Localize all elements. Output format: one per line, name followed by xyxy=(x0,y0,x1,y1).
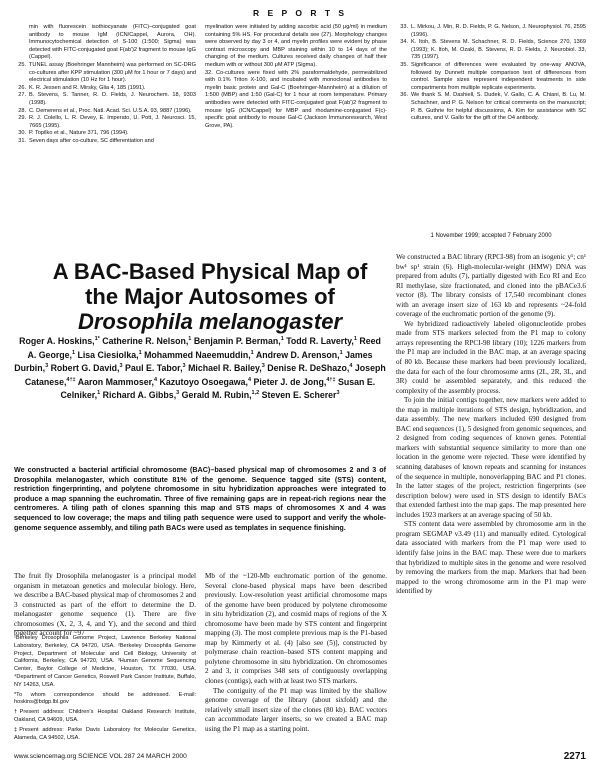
reference-text: R. J. Colello, L. R. Devey, E. Imperato, U. Pott, J. Neurosci. 15, 7665 (1995). xyxy=(29,115,196,129)
reference-text: We thank S. M. Dashiell, S. Dudek, V. Gallo, C. A. Chiani, B. Lu, M. Schachner, and P. G. Nelson for critical comments on the manuscript; P. B. Guthrie for helpful discussions, A. Kim for assistance with SC cultures, and V. Gallo for the gift of the O4 antibody. xyxy=(411,92,586,122)
body-column-2 xyxy=(205,572,387,734)
body-column-1 xyxy=(14,572,196,639)
reference-item xyxy=(14,92,196,107)
author-affiliation-marker: 3 xyxy=(119,363,123,370)
author-name: Richard A. Gibbs, xyxy=(102,389,177,400)
title-line-1: A BAC-Based Physical Map of xyxy=(52,259,368,284)
author-affiliation-marker: 1 xyxy=(97,390,101,397)
references-column-2 xyxy=(205,24,387,130)
article-title xyxy=(40,259,380,334)
present-address-note: †Present address: Children's Hospital Oakland Research Institute, Oakland, CA 94609, USA. xyxy=(14,709,196,723)
author-name: Todd R. Laverty, xyxy=(286,335,354,346)
reference-item xyxy=(14,115,196,130)
title-line-3: Drosophila melanogaster xyxy=(77,309,343,334)
author-name: Catherine R. Nelson, xyxy=(102,335,189,346)
reference-item xyxy=(14,108,196,116)
author-affiliation-marker: 3 xyxy=(261,363,265,370)
author-name: Lisa Ciesiolka, xyxy=(77,349,139,360)
author-name: Roger A. Hoskins, xyxy=(19,335,95,346)
author-list xyxy=(14,334,386,402)
author-affiliation-marker: 1 xyxy=(188,336,192,342)
reference-text: B. Stevens, S. Tanner, R. D. Fields, J. Neurochem. 18, 9303 (1998). xyxy=(29,92,196,106)
reference-number: 35. xyxy=(400,61,408,68)
body-paragraph: To join the initial contigs together, new markers were added to the map in multiple iterations of STS design, hybridization, and data assembly. The new markers included 690 designed from BAC end sequences (1), 5 designed from genomic sequences, and 2 designed from coding sequences of known genes. Potential markers with substantial sequence similarity to more than one location in the genome were rejected. These were identified by scanning databases of known repeats and scanning for instances of the sequence in multiple, nonoverlapping BAC and P1 clones. In the latter stages of the project, restriction fingerprints (see description below) were used in STS design to identify BACs that extended farthest into the map gaps. The map presented here includes 1923 markers at an average spacing of 50 kb. xyxy=(396,396,586,519)
author-affiliation-marker: 1 xyxy=(339,349,343,356)
reference-number: 25. xyxy=(18,61,26,68)
present-address-note: ‡Present address: Parke Davis Laboratory for Molecular Genetics, Alameda, CA 94502, USA. xyxy=(14,726,196,741)
reference-text: K. R. Jessen and R. Mirsky, Glia 4, 185 (1991). xyxy=(29,84,146,91)
journal-footer-info: www.sciencemag.org SCIENCE VOL 287 24 MARCH 2000 xyxy=(14,753,187,760)
author-name: Robert G. David, xyxy=(50,362,120,373)
author-name: Aaron Mammoser, xyxy=(77,376,154,387)
reference-item xyxy=(14,62,196,85)
author-name: Gerald M. Rubin, xyxy=(181,389,252,400)
author-name: Susan E. Celniker, xyxy=(60,376,376,400)
affiliation-text: ¹Berkeley Drosophila Genome Project, Lawrence Berkeley National Laboratory, Berkeley, CA 94720, USA. ²Berkeley Drosophila Genome Project, Department of Molecular and Cell Biology, University of California, Berkeley, CA 94720, USA. ³Human Genome Sequencing Center, Baylor College of Medicine, Houston, TX 77030, USA. ⁴Department of Cancer Genetics, Roswell Park Cancer Institute, Buffalo, NY 14263, USA. xyxy=(14,635,196,688)
reference-number: 36. xyxy=(400,92,408,99)
reference-number: 29. xyxy=(18,115,26,122)
abstract: We constructed a bacterial artificial chromosome (BAC)–based physical map of chromosomes 2 and 3 of Drosophila melanogaster, which constitute 81% of the genome. Sequence tagged site (STS) content, restriction fingerprinting, and polytene chromosome in situ hybridization approaches were integrated to produce a map spanning the euchromatin. Three of five remaining gaps are in repeat-rich regions near the centromeres. A tiling path of clones spanning this map and STS maps of chromosomes X and 4 was sequenced to low coverage; the maps and tiling path sequence were used to support and verify the whole-genome sequence assembly, and tiling path BACs were used as templates in sequence finishing. xyxy=(14,465,386,532)
reference-continuation: min with fluorescein isothiocyanate (FITC)–conjugated goat antibody to mouse IgM (ICN/Cappel, Aurora, OH). Immunocytochemical detection of S-100 (1:500; Sigma) was detected with FITC-conjugated goat F(ab′)2 fragment to mouse IgG (Cappel). xyxy=(29,24,196,61)
reference-item xyxy=(396,92,586,122)
references-column-3 xyxy=(396,24,586,123)
author-affiliation-marker: 1 xyxy=(250,349,254,356)
author-name: Benjamin P. Berman, xyxy=(193,335,281,346)
reference-item xyxy=(14,85,196,93)
author-affiliation-marker: 3 xyxy=(45,363,49,370)
body-paragraph: STS content data were assembled by chromosome arm in the program SEGMAP v3.49 (11) and manually edited. Cytological data associated with markers from the P1 map were used to identify false joins in the BAC map. These were due to markers that hybridized to multiple sites in the genome and were resolved by removing the markers from the map. Markers that had been mapped to the wrong chromosome arm in the P1 map were identified by xyxy=(396,520,586,596)
reference-text: K. Itoh, B. Stevens M. Schachner, R. D. Fields, Science 270, 1369 (1993); K. Itoh, M. Ozaki, B. Stevens, R. D. Fields, J. Neurobiol. 33, 735 (1997). xyxy=(411,39,586,61)
reference-text: C. Demerens et al., Proc. Natl. Acad. Sci. U.S.A. 93, 9887 (1996). xyxy=(29,107,192,114)
author-affiliation-marker: 3 xyxy=(182,363,186,370)
body-paragraph: We constructed a BAC library (RPCI-98) from an isogenic y¹; cn¹ bw¹ sp¹ strain (6). High-molecular-weight (HMW) DNA was prepared from adults (7), partially digested with Eco RI and Eco RI methylase, size fractionated, and cloned into the pBACe3.6 vector (8). The library consists of 17,540 recombinant clones with an average insert size of 163 kb and represents ~24-fold coverage of the euchromatic portion of the genome (9). xyxy=(396,253,586,319)
author-affiliation-marker: 4†‡ xyxy=(66,376,76,383)
author-affiliation-marker: 1 xyxy=(71,349,76,356)
author-name: Michael R. Bailey, xyxy=(188,362,262,373)
correspondence-note: *To whom correspondence should be addressed. E-mail: hoskins@bdgp.lbl.gov xyxy=(14,691,196,706)
reference-text: L. Mirkou, J. Min, R. D. Fields, P. G. Nelson, J. Neurophysiol. 76, 2595 (1996). xyxy=(411,24,586,38)
reference-number: 30. xyxy=(18,130,26,137)
author-affiliation-marker: 1 xyxy=(353,336,357,342)
author-name: Mohammed Naeemuddin, xyxy=(144,349,251,360)
author-name: Andrew D. Arenson, xyxy=(255,349,340,360)
page-number: 2271 xyxy=(563,751,586,762)
reference-text: TUNEL assay (Boehringer Mannheim) was performed on SC-DRG co-cultures after KPP stimulation (300 μM for 1 hour or 7 days) and electrical stimulation (10 Hz for 1 hour). xyxy=(29,61,196,84)
page-footer xyxy=(14,751,586,763)
section-header: R E P O R T S xyxy=(252,8,348,18)
author-affiliation-marker: 4†‡ xyxy=(326,376,336,383)
reference-number: 26. xyxy=(18,84,26,91)
reference-item xyxy=(14,138,196,146)
body-paragraph: The fruit fly Drosophila melanogaster is a principal model organism in metazoan genetics and molecular biology. Here, we describe a BAC-based physical map of chromosomes 2 and 3 constructed as part of the effort to determine the D. melanogaster genome sequence (1). There are five chromosomes (X, 2, 3, 4, and Y), and the second and third together account for ~97 xyxy=(14,572,196,638)
author-affiliation-marker: 1 xyxy=(138,349,142,356)
reference-number: 27. xyxy=(18,92,26,99)
reference-text: P. Topilko et al., Nature 371, 796 (1994). xyxy=(29,130,129,137)
author-affiliation-marker: 1* xyxy=(94,336,100,342)
reference-item xyxy=(396,39,586,62)
author-affiliation-marker: 4 xyxy=(153,376,158,383)
author-affiliation-marker: 4 xyxy=(247,376,252,383)
author-name: James Durbin, xyxy=(14,349,373,373)
reference-number: 34. xyxy=(400,39,408,46)
body-paragraph: The contiguity of the P1 map was limited by the shallow genome coverage of the library (about sixfold) and the relatively small insert size of the clones (80 kb). BAC vectors can accommodate larger inserts, so we created a BAC map using the P1 map as a starting point. xyxy=(205,686,387,733)
body-column-3 xyxy=(396,253,586,597)
author-name: Joseph Catanese, xyxy=(24,362,386,387)
reference-number: 31. xyxy=(18,137,26,144)
author-name: Steven E. Scherer xyxy=(261,389,337,400)
reference-text: 32. Co-cultures were fixed with 2% paraformaldehyde, permeabilized with 0.1% Triton X-100, and incubated with monoclonal antibodies to myelin basic protein and Gal-C (Boehringer-Mannheim) at a dilution of 1:500 (MBP) and 1:50 (Gal-C) for 1 hour at room temperature. Primary antibodies were detected with FITC-conjugated goat F(ab′)2 fragment to mouse IgG (ICN/Cappel) for MBP and rhodamine-conjugated F(c)-specific goat antibody to mouse Gal-C (Jackson Immunoresearch, West Grove, PA). xyxy=(205,69,387,129)
reference-item xyxy=(396,24,586,39)
received-accepted-dates: 1 November 1999; accepted 7 February 2000 xyxy=(430,233,552,239)
references-column-1 xyxy=(14,24,196,146)
affiliations xyxy=(14,630,196,744)
author-affiliation-marker: 4 xyxy=(349,363,353,370)
author-name: Kazutoyo Osoegawa, xyxy=(159,376,248,387)
body-paragraph: Mb of the ~120-Mb euchromatic portion of the genome. Several clone-based physical maps have been described previously. Low-resolution yeast artificial chromosome maps of the genome have been produced by polytene chromosome in situ hybridization (2), and cosmid maps of regions of the X chromosome have been made by STS content and fingerprint mapping (3). The most complete previous map is the P1-based map by Kimmerly et al. (4) [also see (5)], constructed by polymerase chain reaction–based STS content mapping and polytene chromosome in situ hybridization. On chromosomes 2 and 3, it comprises 348 sets of contiguously overlapping clones (contigs), each with at least two STS markers. xyxy=(205,572,387,686)
author-affiliation-marker: 1 xyxy=(280,336,284,342)
reference-text: Seven days after co-culture, SC differentiation and xyxy=(29,137,154,144)
reference-item xyxy=(396,62,586,92)
reference-item xyxy=(14,130,196,138)
author-name: Pieter J. de Jong, xyxy=(253,376,327,387)
author-name: Reed A. George, xyxy=(27,335,381,360)
author-affiliation-marker: 1,2 xyxy=(251,390,260,397)
title-line-2: the Major Autosomes of xyxy=(85,284,335,309)
author-name: Denise R. DeShazo, xyxy=(267,362,350,373)
author-affiliation-marker: 3 xyxy=(176,390,180,397)
reference-text: Significance of differences were evaluated by one-way ANOVA, followed by Dunnett multiple comparison test of differences from control. Sample sizes represent independent treatments in side compartments from multiple replicate experiments. xyxy=(411,61,586,91)
reference-text: myelination were initiated by adding ascorbic acid (50 μg/ml) in medium containing 5% HS. For procedural details see (27). Morphology changes were observed by day 3 or 4, and myelin profiles were evident by phase contrast microscopy and MBP staining within 10 to 14 days of the changing of the medium. Cultures received daily changes of half their medium with or without 300 μM ATP (Sigma). xyxy=(205,24,387,68)
reference-number: 28. xyxy=(18,107,26,114)
body-paragraph: We hybridized radioactively labeled oligonucleotide probes made from STS markers selected from the P1 map to colony arrays representing the RPCI-98 library (10); 1226 markers from the P1 map are included in the BAC map, at an average spacing of 80 kb. Because these markers had been previously localized, the data for each of the four chromosome arms (2L, 2R, 3L, and 3R) could be assembled separately, and this reduced the complexity of the assembly process. xyxy=(396,319,586,395)
author-name: Paul E. Tabor, xyxy=(125,362,183,373)
author-affiliation-marker: 3 xyxy=(336,390,340,397)
reference-number: 33. xyxy=(400,24,408,30)
